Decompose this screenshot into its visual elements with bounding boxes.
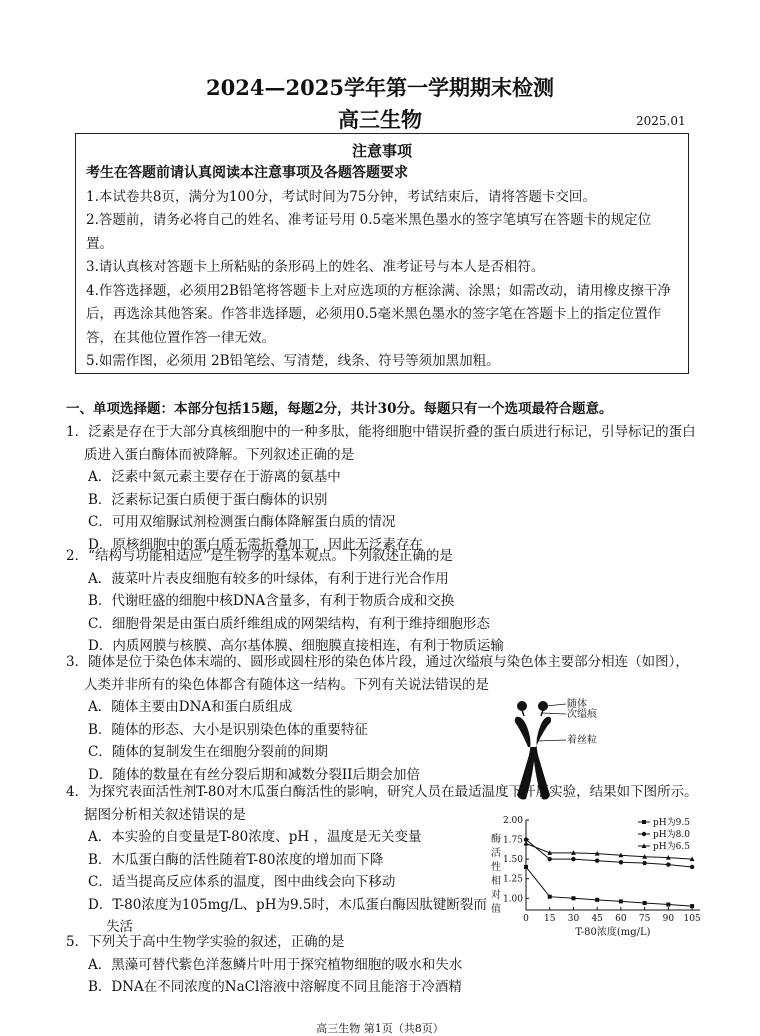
notice-line: 2.答题前，请务必将自己的姓名、准考证号用 0.5毫米黑色墨水的签字笔填写在答题卡的规定位置。 <box>86 212 652 252</box>
label-satellite: 随体 <box>567 699 587 710</box>
data-point <box>643 901 647 905</box>
y-axis-label-char: 活 <box>491 848 501 859</box>
notice-line: 1.本试卷共8页，满分为100分，考试时间为75分钟，考试结束后，请将答题卡交回。 <box>86 188 596 205</box>
option-b: B．泛素标记蛋白质便于蛋白酶体的识别 <box>88 491 328 508</box>
question-stem: 3．随体是位于染色体末端的、圆形或圆柱形的染色体片段，通过次缢痕与染色体主要部分相连（如图），人类并非所有的染色体都含有随体这一结构。下列有关说法错误的是 <box>66 654 689 693</box>
y-axis-label-char: 相 <box>491 876 501 887</box>
x-tick-label: 75 <box>638 914 651 924</box>
y-tick-label: 1.75 <box>502 835 523 846</box>
exam-title: 2024—2025学年第一学期期末检测 <box>206 75 554 100</box>
y-tick-label: 1.00 <box>502 894 523 905</box>
data-point <box>619 899 623 903</box>
data-point <box>642 861 646 865</box>
y-axis-label-char: 酶 <box>491 834 501 845</box>
question-stem: 4．为探究表面活性剂T-80对木瓜蛋白酶活性的影响，研究人员在最适温度下开展实验，结果如下图所示。据图分析相关叙述错误的是 <box>66 784 698 823</box>
option-d: D．随体的数量在有丝分裂后期和减数分裂II后期会加倍 <box>88 766 420 783</box>
notice-line: 5.如需作图，必须用 2B铅笔绘、写清楚，线条、符号等须加黑加粗。 <box>86 353 500 369</box>
data-point <box>619 860 623 864</box>
question-1 <box>66 421 700 556</box>
option-b: B．DNA在不同浓度的NaCl溶液中溶解度不同且能溶于冷酒精 <box>88 979 462 995</box>
page-footer: 高三生物 第1页（共8页） <box>316 1022 444 1035</box>
option-a: A．泛素中氮元素主要存在于游离的氨基中 <box>88 469 341 485</box>
question-2 <box>66 545 700 658</box>
y-tick-label: 2.00 <box>502 816 523 826</box>
x-tick-label: 30 <box>567 914 580 924</box>
enzyme-activity-chart <box>488 814 718 944</box>
exam-subject: 高三生物 <box>338 107 422 132</box>
notice-box <box>75 133 689 374</box>
notice-subheading: 考生在答题前请认真阅读本注意事项及各题答题要求 <box>86 165 408 181</box>
legend-label: pH为9.5 <box>653 818 690 828</box>
data-point <box>548 895 552 899</box>
data-point <box>595 858 599 862</box>
option-c: C．适当提高反应体系的温度，图中曲线会向下移动 <box>88 874 396 890</box>
section-heading: 一、单项选择题：本部分包括15题，每题2分，共计30分。每题只有一个选项最符合题意。 <box>66 401 613 417</box>
exam-date: 2025.01 <box>636 114 686 128</box>
option-c: C．可用双缩脲试剂检测蛋白酶体降解蛋白质的情况 <box>88 514 396 530</box>
option-d: D．T-80浓度为105mg/L、pH为9.5时，木瓜蛋白酶因肽键断裂而失活 <box>88 896 487 935</box>
legend-label: pH为6.5 <box>653 842 690 852</box>
notice-line: 4.作答选择题，必须用2B铅笔将答题卡上对应选项的方框涂满、涂黑；如需改动，请用橡皮擦干净后，再选涂其他答案。作答非选择题，必须用0.5毫米黑色墨水的签字笔在答题卡上的指定位置作答，在其他位置作答一律无效。 <box>86 282 671 346</box>
option-a: A．本实验的自变量是T-80浓度、pH ，温度是无关变量 <box>88 829 422 845</box>
x-axis-label: T-80浓度(mg/L) <box>575 927 651 938</box>
x-tick-label: 105 <box>683 914 701 924</box>
option-b: B．代谢旺盛的细胞中核DNA含量多，有利于物质合成和交换 <box>88 593 455 609</box>
x-tick-label: 15 <box>544 914 556 924</box>
legend-marker <box>642 820 646 824</box>
option-d: D．原核细胞中的蛋白质无需折叠加工，因此无泛素存在 <box>88 536 423 553</box>
question-stem: 2．“结构与功能相适应”是生物学的基本观点。下列叙述正确的是 <box>66 548 453 564</box>
data-point <box>666 903 670 907</box>
option-c: C．随体的复制发生在细胞分裂前的间期 <box>88 744 328 760</box>
option-a: A．菠菜叶片表皮细胞有较多的叶绿体，有利于进行光合作用 <box>88 570 449 587</box>
legend-marker <box>642 832 646 836</box>
data-point <box>524 865 528 869</box>
data-point <box>548 857 552 861</box>
notice-line: 3.请认真核对答题卡上所粘贴的条形码上的姓名、准考证号与本人是否相符。 <box>86 259 545 275</box>
option-a: A．随体主要由DNA和蛋白质组成 <box>88 699 293 715</box>
option-a: A．黑藻可替代紫色洋葱鳞片叶用于探究植物细胞的吸水和失水 <box>88 956 463 973</box>
x-tick-label: 45 <box>591 914 603 924</box>
question-stem: 1．泛素是存在于大部分真核细胞中的一种多肽，能将细胞中错误折叠的蛋白质进行标记，引导标记的蛋白质进入蛋白酶体而被降解。下列叙述正确的是 <box>66 424 696 463</box>
y-axis-label-char: 对 <box>491 890 501 901</box>
y-axis-label-char: 性 <box>491 862 501 873</box>
y-axis-label-char: 值 <box>491 904 501 915</box>
x-tick-label: 0 <box>523 914 529 924</box>
question-5 <box>66 931 700 999</box>
data-point <box>690 904 694 908</box>
notice-heading: 注意事项 <box>351 142 412 160</box>
question-stem: 5．下列关于高中生物学实验的叙述，正确的是 <box>66 934 345 950</box>
option-d: D．内质网膜与核膜、高尔基体膜、细胞膜直接相连，有利于物质运输 <box>88 638 504 654</box>
option-b: B．随体的形态、大小是识别染色体的重要特征 <box>88 721 368 738</box>
data-point <box>690 865 694 869</box>
option-c: C．细胞骨架是由蛋白质纤维组成的网架结构，有利于维持细胞形态 <box>88 615 490 632</box>
y-tick-label: 1.25 <box>502 874 523 885</box>
satellite-left <box>517 701 527 711</box>
data-point <box>571 896 575 900</box>
data-point <box>571 857 575 861</box>
series-line <box>526 867 692 906</box>
data-point <box>666 862 670 866</box>
x-tick-label: 90 <box>662 914 675 924</box>
legend-label: pH为8.0 <box>653 830 690 840</box>
y-tick-label: 1.50 <box>502 855 523 866</box>
data-point <box>595 898 599 902</box>
option-b: B．木瓜蛋白酶的活性随着T-80浓度的增加而下降 <box>88 851 384 868</box>
label-secondary-constriction: 次缢痕 <box>567 709 597 720</box>
label-centromere: 着丝粒 <box>567 735 597 746</box>
x-tick-label: 60 <box>615 914 627 924</box>
